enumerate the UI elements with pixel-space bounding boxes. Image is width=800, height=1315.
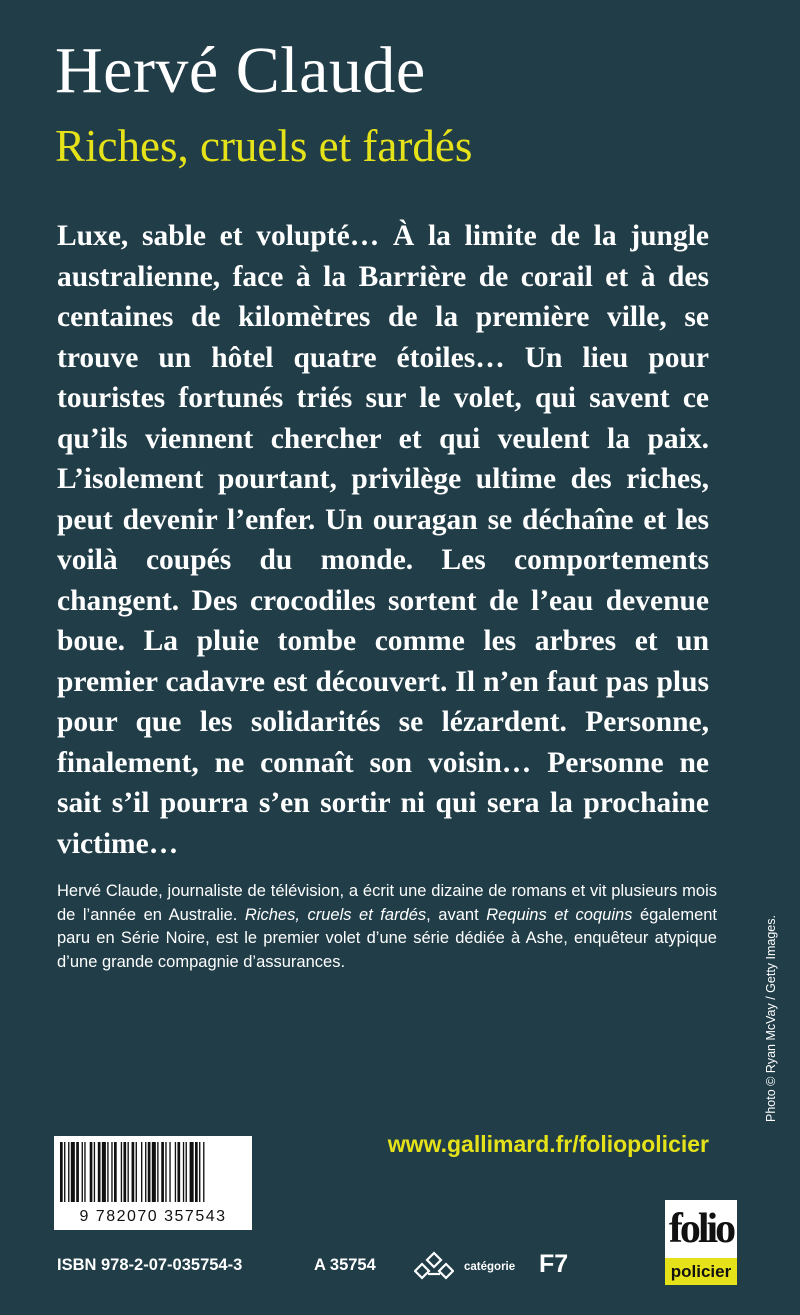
barcode-digits: 9 782070 357543 [79,1208,227,1225]
gallimard-seal-icon [414,1250,454,1282]
author-name: Hervé Claude [55,34,426,107]
blurb-text: Luxe, sable et volupté… À la limite de la jungle australienne, face à la Barrière de corail et à des centaines de kilomètres de la première ville, se trouve un hôtel quatre étoiles… Un lieu pour touristes fortunés triés sur le volet, qui savent ce qu’ils viennent chercher et qui veulent la paix. L’isolement pourtant, privilège ultime des riches, peut devenir l’enfer. Un ouragan se déchaîne et les voilà coupés du monde. Les comportements changent. Des crocodiles sortent de l’eau devenue boue. La pluie tombe comme les arbres et un premier cadavre est découvert. Il n’en faut pas plus pour que les solidarités se lézardent. Personne, finalement, ne connaît son voisin… Personne ne sait s’il pourra s’en sortir ni qui sera la prochaine victime… [57,220,709,860]
bio-book-title-2: Requins et coquins [486,905,633,924]
bio-text-2: , avant [426,905,487,924]
barcode-bars [60,1142,246,1202]
isbn: ISBN 978-2-07-035754-3 [57,1256,243,1274]
category-label: catégorie [464,1261,516,1273]
folio-policier-logo [665,1200,737,1285]
catalog-code: A 35754 [314,1256,376,1274]
bio-book-title-1: Riches, cruels et fardés [244,905,427,924]
website-link[interactable]: www.gallimard.fr/foliopolicier [387,1131,709,1157]
category-value: F7 [539,1250,569,1278]
book-title: Riches, cruels et fardés [55,121,473,171]
bio-text-1: Hervé Claude, journaliste de télévision, a écrit une dizaine de romans et vit plusieurs mois de l’année en Australie. [57,882,717,924]
folio-logo-bottom: policier [665,1258,737,1285]
bio-text-3: également paru en Série Noire, est le premier volet d’une série dédiée à Ashe, enquêteur atypique d’une grande compagnie d’assurances. [57,905,718,972]
folio-logo-top: folio [665,1200,737,1258]
author-bio [57,880,717,975]
barcode [54,1136,252,1230]
photo-credit: Photo © Ryan McVay / Getty Images. [764,915,778,1122]
